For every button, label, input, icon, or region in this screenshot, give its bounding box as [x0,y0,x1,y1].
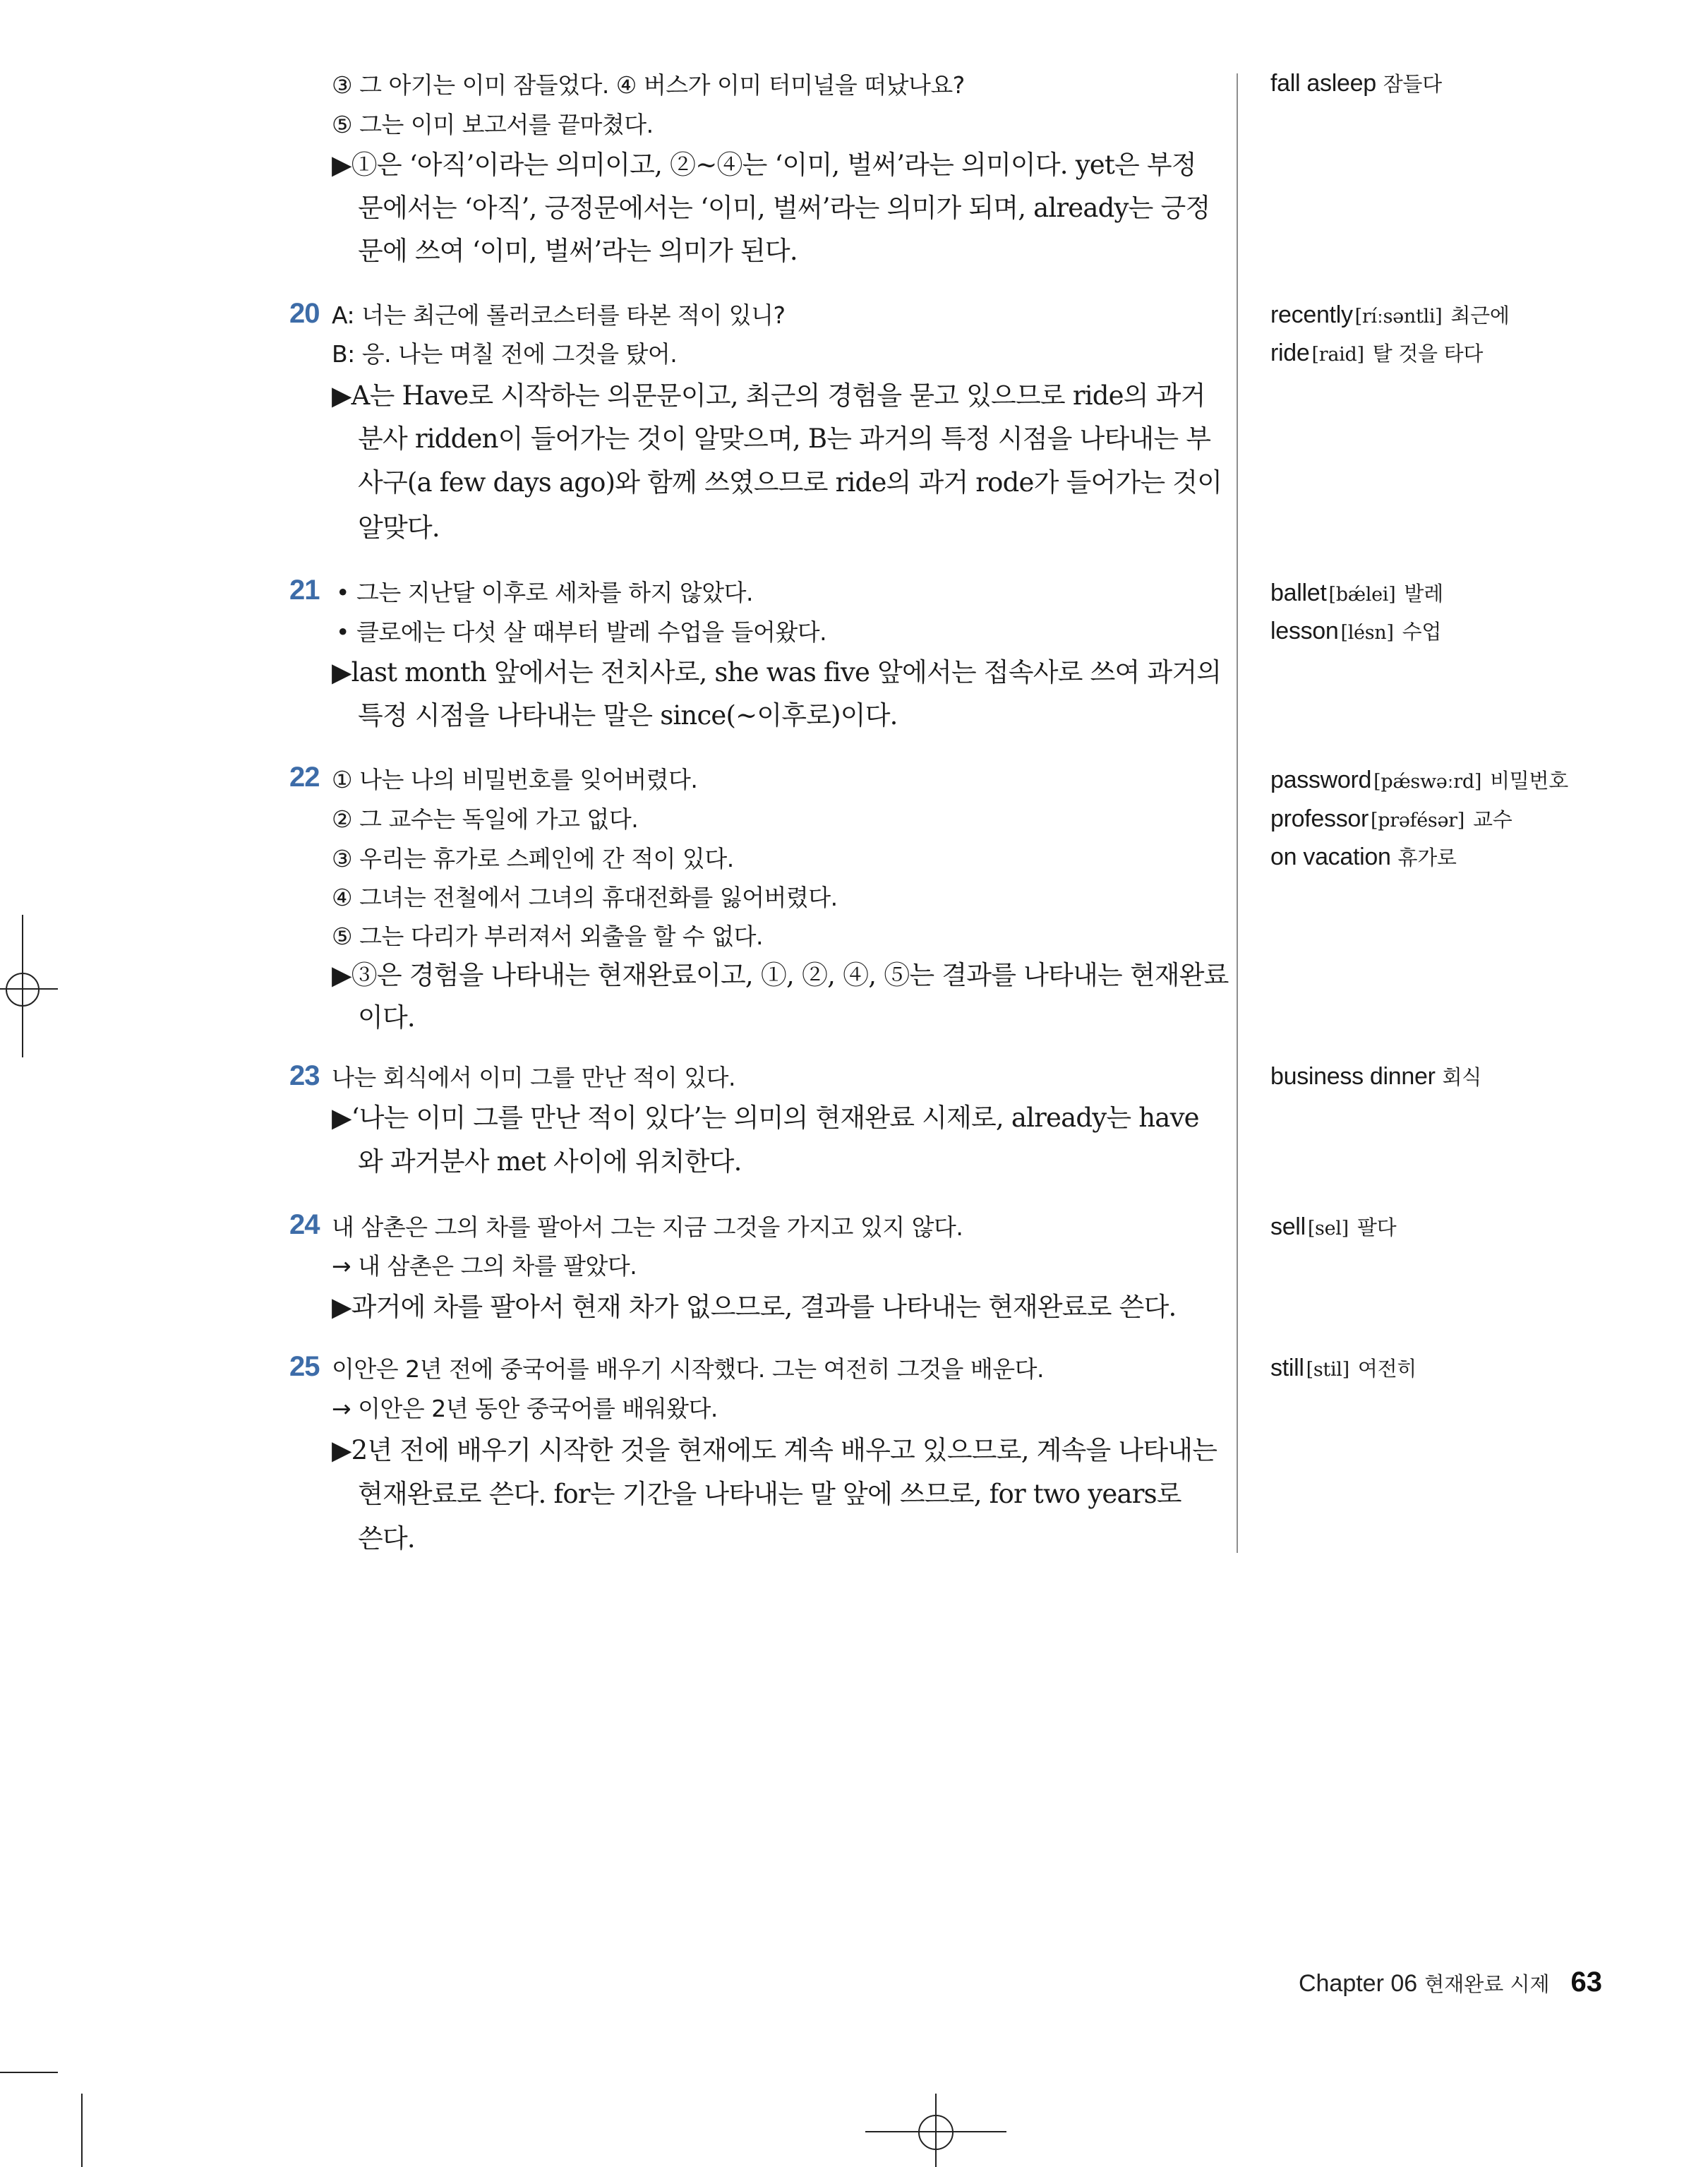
vocab-entry [1270,1062,1481,1091]
vocab-entry [1270,766,1568,796]
explanation-line: 현재완료로 쓴다. for는 기간을 나타내는 말 앞에 쓰므로, for two years로 [358,1479,1181,1509]
explanation-line: ▶‘나는 이미 그를 만난 적이 있다’는 의미의 현재완료 시제로, already는 have [332,1103,1199,1133]
vocab-meaning: 탈 것을 타다 [1372,342,1484,366]
explanation-line: 특정 시점을 나타내는 말은 since(~이후로)이다. [358,700,898,731]
question-number: 21 [289,575,320,606]
chapter-label: Chapter 06 [1298,1970,1418,1997]
sentence-line: ④ 그녀는 전철에서 그녀의 휴대전화를 잃어버렸다. [332,884,838,911]
vocab-word: still [1270,1355,1304,1381]
sentence-line: 내 삼촌은 그의 차를 팔아서 그는 지금 그것을 가지고 있지 않다. [332,1213,963,1241]
question-number: 20 [289,298,320,329]
vocab-entry [1270,301,1510,331]
vocab-meaning: 교수 [1472,808,1512,832]
vocab-pronunciation: [lésn] [1340,622,1394,644]
page-footer [1299,1967,1602,1998]
vocab-pronunciation: [prəfésər] [1371,810,1465,832]
section-title: 현재완료 시제 [1424,1972,1550,1996]
explanation-line: 알맞다. [358,512,440,543]
vocab-meaning: 팔다 [1357,1215,1397,1239]
sentence-line: ③ 우리는 휴가로 스페인에 간 적이 있다. [332,845,734,872]
vocab-entry [1270,843,1457,872]
vocab-meaning: 최근에 [1450,304,1510,328]
vocab-meaning: 수업 [1402,620,1442,644]
vocab-pronunciation: [ríːsəntli] [1354,306,1443,328]
vocab-word: business dinner [1270,1063,1436,1090]
page-number: 63 [1570,1967,1602,1998]
vocab-word: lesson [1270,618,1339,644]
explanation-line: 분사 ridden이 들어가는 것이 알맞으며, B는 과거의 특정 시점을 나타내는 부 [358,424,1211,454]
vocab-entry [1270,1213,1396,1243]
question-number: 25 [289,1351,320,1382]
vocab-word: recently [1270,301,1353,328]
vocab-entry [1270,1354,1417,1384]
vocab-entry [1270,805,1512,835]
vocab-pronunciation: [raid] [1311,344,1364,366]
vocab-meaning: 발레 [1404,582,1443,606]
sentence-line: B: 응. 나는 며칠 전에 그것을 탔어. [332,340,678,368]
explanation-line: 쓴다. [358,1523,415,1554]
sentence-line: • 클로에는 다섯 살 때부터 발레 수업을 들어왔다. [336,618,827,646]
column-divider [1237,73,1238,1553]
vocab-word: sell [1270,1213,1306,1240]
vocab-word: professor [1270,805,1369,832]
question-number: 24 [289,1209,320,1240]
vocab-word: ballet [1270,580,1327,606]
explanation-line: 이다. [358,1002,415,1033]
vocab-word: password [1270,767,1372,793]
explanation-line: ▶2년 전에 배우기 시작한 것을 현재에도 계속 배우고 있으므로, 계속을 나타내는 [332,1435,1217,1465]
sentence-line: A: 너는 최근에 롤러코스터를 타본 적이 있니? [332,301,786,329]
explanation-line: ▶last month 앞에서는 전치사로, she was five 앞에서는 접속사로 쓰여 과거의 [332,657,1222,688]
vocab-meaning: 회식 [1442,1065,1481,1089]
vocab-pronunciation: [bǽlei] [1328,584,1396,606]
explanation-line: ▶A는 Have로 시작하는 의문문이고, 최근의 경험을 묻고 있으므로 ride의 과거 [332,380,1205,411]
vocab-meaning: 잠들다 [1383,72,1442,96]
vocab-pronunciation: [pǽswəːrd] [1373,771,1482,793]
question-number: 23 [289,1060,320,1091]
vocab-pronunciation: [sel] [1307,1218,1349,1239]
vocab-meaning: 여전히 [1357,1357,1417,1381]
explanation-line: 문에 쓰여 ‘이미, 벌써’라는 의미가 된다. [358,236,798,266]
explanation-line: 문에서는 ‘아직’, 긍정문에서는 ‘이미, 벌써’라는 의미가 되며, already는 긍정 [358,193,1210,223]
sentence-line: ③ 그 아기는 이미 잠들었다. ④ 버스가 이미 터미널을 떠났나요? [332,71,965,99]
vocab-entry [1270,617,1441,647]
explanation-line: ▶과거에 차를 팔아서 현재 차가 없으므로, 결과를 나타내는 현재완료로 쓴다. [332,1292,1177,1322]
explanation-line: ▶③은 경험을 나타내는 현재완료이고, ①, ②, ④, ⑤는 결과를 나타내는 현재완료 [332,960,1229,990]
sentence-line: → 내 삼촌은 그의 차를 팔았다. [332,1252,637,1280]
sentence-line: ⑤ 그는 다리가 부러져서 외출을 할 수 없다. [332,923,764,950]
sentence-line: ① 나는 나의 비밀번호를 잊어버렸다. [332,766,698,793]
vocab-meaning: 휴가로 [1397,846,1457,870]
vocab-word: fall asleep [1270,70,1376,97]
vocab-entry [1270,339,1483,369]
vocab-entry [1270,579,1443,609]
sentence-line: 나는 회식에서 이미 그를 만난 적이 있다. [332,1064,735,1091]
sentence-line: • 그는 지난달 이후로 세차를 하지 않았다. [336,579,753,606]
explanation-line: ▶①은 ‘아직’이라는 의미이고, ②~④는 ‘이미, 벌써’라는 의미이다. yet은 부정 [332,150,1196,180]
vocab-meaning: 비밀번호 [1490,769,1568,793]
explanation-line: 와 과거분사 met 사이에 위치한다. [358,1146,742,1177]
vocab-word: ride [1270,340,1310,366]
sentence-line: ⑤ 그는 이미 보고서를 끝마쳤다. [332,111,654,138]
sentence-line: ② 그 교수는 독일에 가고 없다. [332,805,639,833]
sentence-line: → 이안은 2년 동안 중국어를 배워왔다. [332,1395,718,1422]
question-number: 22 [289,762,320,793]
vocab-word: on vacation [1270,844,1391,870]
vocab-pronunciation: [stil] [1306,1359,1349,1381]
explanation-line: 사구(a few days ago)와 함께 쓰였으므로 ride의 과거 rode가 들어가는 것이 [358,467,1222,498]
vocab-entry [1270,69,1442,98]
sentence-line: 이안은 2년 전에 중국어를 배우기 시작했다. 그는 여전히 그것을 배운다. [332,1355,1044,1383]
